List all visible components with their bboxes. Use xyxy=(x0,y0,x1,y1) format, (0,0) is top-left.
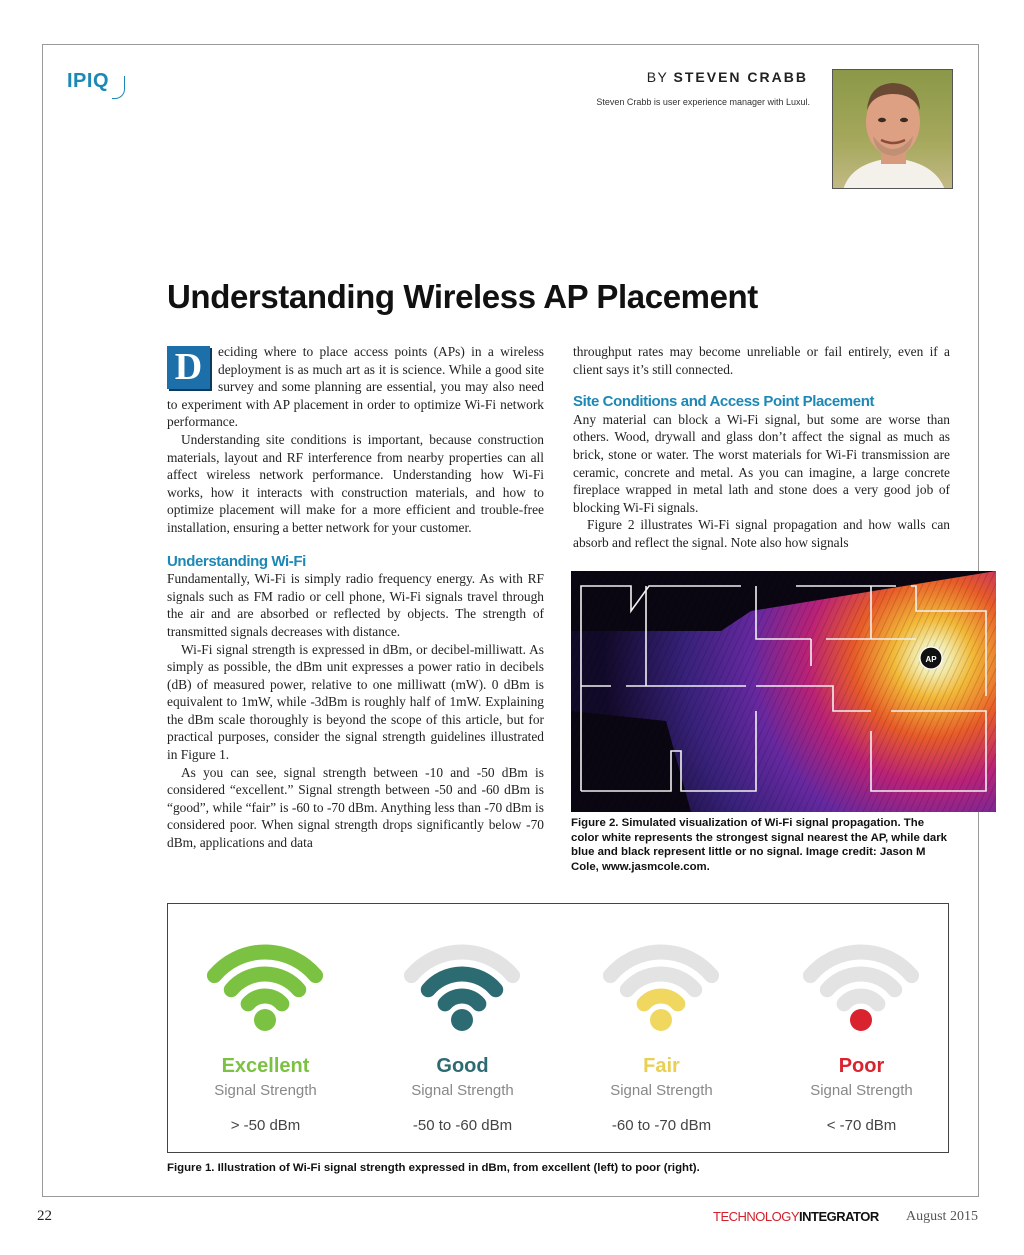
wifi-icon xyxy=(784,918,939,1038)
article-title: Understanding Wireless AP Placement xyxy=(167,278,758,315)
drop-cap: D xyxy=(167,346,210,389)
wifi-icon xyxy=(584,918,739,1038)
paragraph: Wi-Fi signal strength is expressed in dBm, or decibel-milliwatt. As simply as possible, the dBm unit expresses a power ratio in decibels (dB) of measured power, relative to one milliwatt (mW). 0 dBm is equivalent to 1mW, while -3dBm is roughly half of 1mW. Explaining the dBm scale thoroughly is beyond the scope of this article, but for practical purposes, consider the signal strength guidelines illustrated in Figure 1. xyxy=(167,641,544,763)
wifi-arc xyxy=(231,974,298,990)
signal-meter-poor xyxy=(764,904,959,1152)
publication-logo xyxy=(713,1209,879,1224)
figure-2-signal-visualization xyxy=(571,571,996,812)
wifi-arc xyxy=(844,996,878,1004)
article-column-left xyxy=(167,343,544,852)
ap-marker-label: AP xyxy=(925,655,937,664)
figure-1-caption: Figure 1. Illustration of Wi-Fi signal strength expressed in dBm, from excellent (left) to poor (right). xyxy=(167,1162,700,1174)
intro-paragraph xyxy=(167,343,544,431)
signal-level-label: Poor xyxy=(838,1055,885,1077)
signal-meter-excellent xyxy=(168,904,363,1152)
paragraph: throughput rates may become unreliable or fail entirely, even if a client says it’s still connected. xyxy=(573,344,950,377)
signal-strength-subtitle: Signal Strength xyxy=(214,1082,317,1099)
wifi-icon xyxy=(188,918,343,1038)
byline-prefix: BY xyxy=(646,69,669,85)
signal-level-label: Good xyxy=(436,1055,489,1077)
signal-range-value: -50 to -60 dBm xyxy=(412,1117,513,1134)
wifi-arc xyxy=(248,996,282,1004)
signal-level-label: Excellent xyxy=(221,1055,310,1077)
wifi-dot xyxy=(650,1009,672,1031)
paragraph: Figure 2 illustrates Wi-Fi signal propagation and how walls can absorb and reflect the signal. Note also how signals xyxy=(573,517,950,550)
logo-technology: TECHNOLOGY xyxy=(713,1209,800,1224)
wifi-dot xyxy=(850,1009,872,1031)
signal-range-value: < -70 dBm xyxy=(826,1117,897,1134)
paragraph: Understanding site conditions is important, because construction materials, layout and RF interference from nearby properties can all affect wireless network performance. Understanding how Wi-Fi works, how it interacts with construction materials, and how to optimize placement will make for a more efficient and trouble-free installation, ensuring a better network for your customer. xyxy=(167,431,544,535)
page-number: 22 xyxy=(37,1208,52,1224)
signal-strength-subtitle: Signal Strength xyxy=(810,1082,913,1099)
wifi-dot xyxy=(451,1009,473,1031)
byline-author: STEVEN CRABB xyxy=(673,69,808,85)
section-heading: Understanding Wi-Fi xyxy=(167,552,306,570)
paragraph: Any material can block a Wi-Fi signal, but some are worse than others. Wood, drywall and glass don’t affect the signal as much as brick, stone or water. The worst materials for Wi-Fi transmission are ceramic, concrete and metal. As you can imagine, a large concrete fireplace wrapped in metal lath and stone does a very good job of blocking Wi-Fi signals. xyxy=(573,411,950,515)
author-photo xyxy=(832,69,953,189)
wifi-arc xyxy=(644,996,678,1004)
wifi-arc xyxy=(827,974,894,990)
signal-meter-good xyxy=(365,904,560,1152)
signal-strength-subtitle: Signal Strength xyxy=(411,1082,514,1099)
section-heading: Site Conditions and Access Point Placement xyxy=(573,393,875,411)
wifi-arc xyxy=(428,974,495,990)
figure-2-caption: Figure 2. Simulated visualization of Wi-Fi signal propagation. The color white represents the strongest signal nearest the AP, while dark blue and black represent little or no signal. Image credit: Jason M Cole, www.jasmcole.com. xyxy=(571,817,948,873)
wifi-icon xyxy=(385,918,540,1038)
issue-date: August 2015 xyxy=(906,1209,978,1224)
logo-integrator: INTEGRATOR xyxy=(799,1209,879,1224)
signal-strength-subtitle: Signal Strength xyxy=(610,1082,713,1099)
signal-range-value: > -50 dBm xyxy=(230,1117,301,1134)
signal-level-label: Fair xyxy=(643,1055,680,1077)
wifi-arc xyxy=(627,974,694,990)
wifi-arc xyxy=(445,996,479,1004)
figure-1-signal-strength xyxy=(167,903,949,1153)
intro-text: eciding where to place access points (APs) in a wireless deployment is as much art as it is science. While a good site survey and some planning are essential, you may also need to experiment with AP placement in order to optimize Wi-Fi network performance. xyxy=(167,344,544,430)
author-note: Steven Crabb is user experience manager with Luxul. xyxy=(596,97,810,107)
wifi-dot xyxy=(254,1009,276,1031)
paragraph: Fundamentally, Wi-Fi is simply radio frequency energy. As with RF signals such as FM radio or cell phone, Wi-Fi signals travel through the air and are absorbed or reflected by objects. The strength of transmitted signals decreases with distance. xyxy=(167,571,544,639)
paragraph: As you can see, signal strength between -10 and -50 dBm is considered “excellent.” Signal strength between -50 and -60 dBm is “good”, while “fair” is -60 to -70 dBm. Anything less than -70 dBm is considered poor. When signal strength drops significantly below -70 dBm, applications and data xyxy=(167,764,544,851)
byline xyxy=(647,69,808,85)
article-column-right xyxy=(573,343,950,552)
signal-meter-fair xyxy=(564,904,759,1152)
signal-range-value: -60 to -70 dBm xyxy=(611,1117,712,1134)
section-label: IPIQ xyxy=(67,70,110,92)
